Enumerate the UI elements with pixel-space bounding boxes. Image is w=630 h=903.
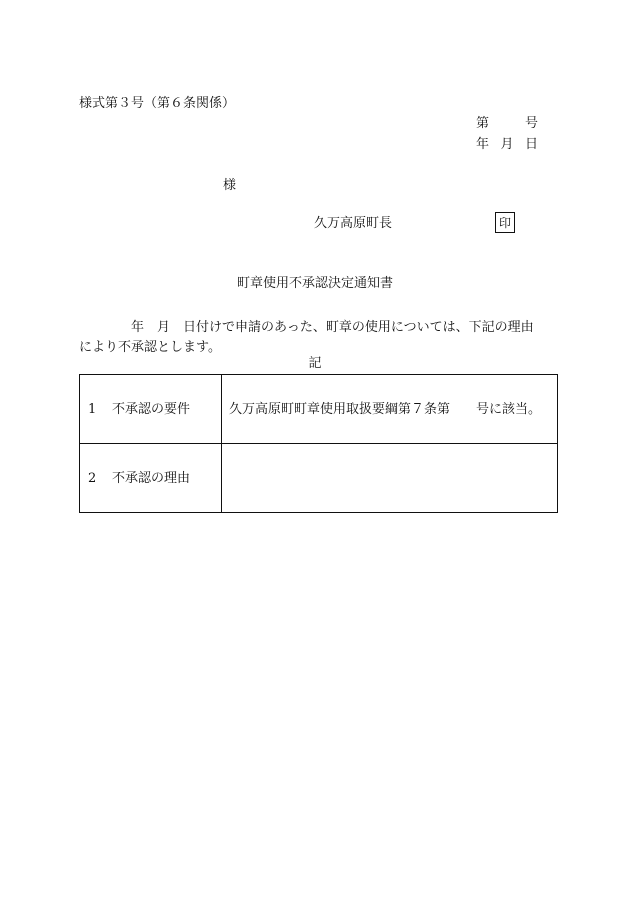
ki-label: 記 [308, 356, 322, 371]
reason-label-cell [80, 444, 222, 513]
issue-date-day: 日 [524, 137, 538, 152]
seal-label: 印 [498, 215, 511, 230]
body-text-line2: により不承認とします。 [79, 340, 221, 355]
seal-box [495, 212, 515, 233]
row-value: 久万高原町町章使用取扱要綱第７条第 号に該当。 [229, 401, 542, 417]
row-label: 不承認の理由 [112, 470, 191, 486]
row-number: 1 [88, 401, 97, 417]
addressee: 様 [223, 178, 237, 193]
form-number: 様式第３号（第６条関係） [79, 96, 236, 111]
reason-value-cell [222, 444, 558, 513]
issue-date-year: 年 [476, 137, 490, 152]
issue-date [476, 138, 538, 151]
row-label: 不承認の要件 [112, 401, 191, 417]
issue-date-month: 月 [500, 137, 514, 152]
issue-number-suffix: 号 [524, 116, 538, 131]
body-text-line1: 年 月 日付けで申請のあった、町章の使用については、下記の理由 [131, 320, 534, 335]
issue-number-prefix: 第 [476, 116, 490, 131]
table-row [80, 444, 558, 513]
requirement-label-cell [80, 375, 222, 444]
reason-table [79, 374, 558, 513]
requirement-value-cell [222, 375, 558, 444]
body-text [79, 318, 559, 358]
issue-number [476, 117, 538, 130]
row-number: 2 [88, 470, 97, 486]
document-title: 町章使用不承認決定通知書 [236, 276, 393, 291]
issuer-name: 久万高原町長 [314, 216, 393, 231]
table-row [80, 375, 558, 444]
